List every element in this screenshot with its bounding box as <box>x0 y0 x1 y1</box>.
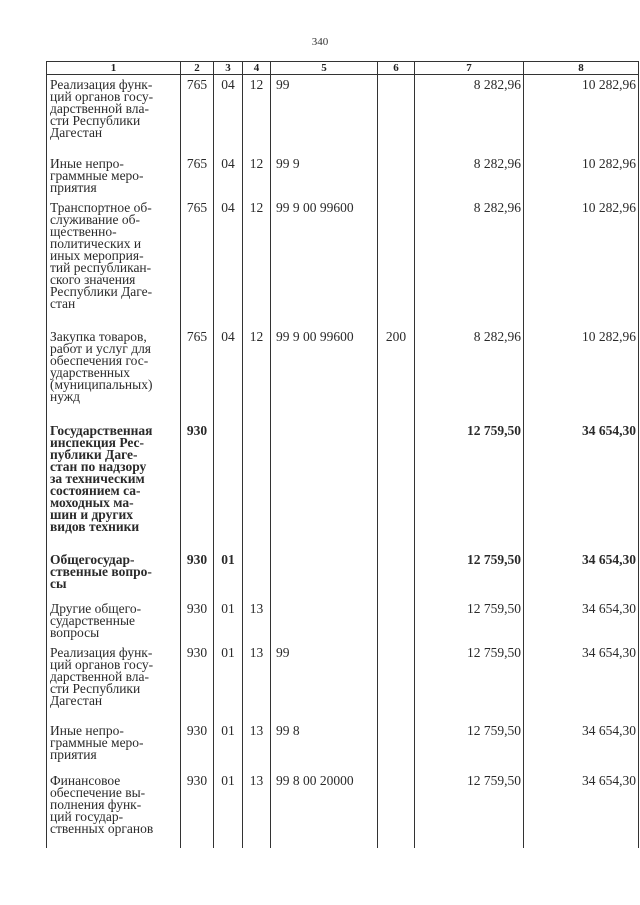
row-name-line: состоянием са- <box>50 482 141 498</box>
section-code-cell: 930 <box>181 721 214 771</box>
row-name-cell <box>47 327 181 421</box>
subsection-code-cell: 01 <box>214 599 243 643</box>
subsection2-code-cell: 13 <box>243 599 271 643</box>
row-name-line: стан по надзору <box>50 458 147 474</box>
row-name-line: публики Даге- <box>50 446 138 462</box>
row-name-line: политических и <box>50 235 142 251</box>
column-header-2: 2 <box>181 62 214 75</box>
amount-1-cell: 12 759,50 <box>415 599 524 643</box>
expense-type-cell <box>378 154 415 198</box>
row-name-line: ций органов госу- <box>50 89 154 104</box>
amount-1-cell: 12 759,50 <box>415 721 524 771</box>
subsection-code-cell: 01 <box>214 771 243 848</box>
section-code-cell: 765 <box>181 75 214 154</box>
subsection-code-cell: 01 <box>214 721 243 771</box>
subsection2-code-cell <box>243 421 271 550</box>
section-code-cell: 765 <box>181 327 214 421</box>
row-name-line: сударственные <box>50 612 136 628</box>
table-row <box>47 198 639 327</box>
amount-1-cell: 12 759,50 <box>415 421 524 550</box>
column-header-7: 7 <box>415 62 524 75</box>
amount-1-cell: 8 282,96 <box>415 327 524 421</box>
column-header-6: 6 <box>378 62 415 75</box>
table-row <box>47 327 639 421</box>
amount-2-cell: 10 282,96 <box>524 327 639 421</box>
section-code-cell: 930 <box>181 421 214 550</box>
row-name-line: шин и других <box>50 506 134 522</box>
row-name-line: ственные вопро- <box>50 563 152 579</box>
amount-1-cell: 8 282,96 <box>415 75 524 154</box>
table-row <box>47 75 639 154</box>
target-code-cell <box>271 550 378 599</box>
section-code-cell: 930 <box>181 550 214 599</box>
expense-type-cell <box>378 75 415 154</box>
row-name-line: обеспечение вы- <box>50 784 146 800</box>
table-row <box>47 599 639 643</box>
row-name-line: Иные непро- <box>50 722 124 738</box>
table-row <box>47 721 639 771</box>
row-name-line: Дагестан <box>50 125 103 140</box>
row-name-line: Финансовое <box>50 772 121 788</box>
row-name-cell <box>47 643 181 721</box>
target-code-cell: 99 8 <box>271 721 378 771</box>
table-row <box>47 421 639 550</box>
row-name-cell <box>47 198 181 327</box>
row-name-line: (муниципальных) <box>50 376 153 392</box>
subsection-code-cell: 04 <box>214 198 243 327</box>
table-row <box>47 771 639 848</box>
row-name-line: обеспечения гос- <box>50 352 149 368</box>
subsection2-code-cell: 12 <box>243 75 271 154</box>
row-name-line: приятия <box>50 179 97 195</box>
subsection-code-cell: 01 <box>214 550 243 599</box>
row-name-line: граммные меро- <box>50 734 144 750</box>
target-code-cell: 99 9 00 99600 <box>271 327 378 421</box>
row-name-line: дарственной вла- <box>50 668 150 684</box>
row-name-line: нужд <box>50 388 80 404</box>
row-name-line: ударственных <box>50 364 130 380</box>
row-name-line: сы <box>50 575 67 591</box>
row-name-cell <box>47 771 181 848</box>
subsection2-code-cell: 13 <box>243 771 271 848</box>
subsection-code-cell: 04 <box>214 154 243 198</box>
row-name-line: ственных органов <box>50 820 154 836</box>
amount-1-cell: 12 759,50 <box>415 771 524 848</box>
table-row <box>47 154 639 198</box>
subsection-code-cell: 04 <box>214 327 243 421</box>
section-code-cell: 930 <box>181 771 214 848</box>
row-name-line: граммные меро- <box>50 167 144 183</box>
row-name-line: Государственная <box>50 422 153 438</box>
target-code-cell: 99 <box>271 75 378 154</box>
subsection-code-cell: 01 <box>214 643 243 721</box>
row-name-line: моходных ма- <box>50 494 134 510</box>
expense-type-cell: 200 <box>378 327 415 421</box>
row-name-line: полнения функ- <box>50 796 142 812</box>
section-code-cell: 930 <box>181 643 214 721</box>
column-header-3: 3 <box>214 62 243 75</box>
amount-2-cell: 34 654,30 <box>524 550 639 599</box>
row-name-line: приятия <box>50 746 97 762</box>
subsection-code-cell: 04 <box>214 75 243 154</box>
table-row <box>47 550 639 599</box>
amount-1-cell: 8 282,96 <box>415 198 524 327</box>
target-code-cell <box>271 599 378 643</box>
row-name-line: ций органов госу- <box>50 656 154 672</box>
amount-1-cell: 12 759,50 <box>415 643 524 721</box>
expense-type-cell <box>378 643 415 721</box>
row-name-cell <box>47 599 181 643</box>
row-name-line: вопросы <box>50 624 100 640</box>
subsection-code-cell <box>214 421 243 550</box>
amount-1-cell: 8 282,96 <box>415 154 524 198</box>
row-name-line: Республики Даге- <box>50 283 153 299</box>
subsection2-code-cell <box>243 550 271 599</box>
target-code-cell: 99 9 <box>271 154 378 198</box>
row-name-line: Другие общего- <box>50 600 142 616</box>
table-row <box>47 643 639 721</box>
expense-type-cell <box>378 550 415 599</box>
amount-1-cell: 12 759,50 <box>415 550 524 599</box>
subsection2-code-cell: 12 <box>243 327 271 421</box>
amount-2-cell: 34 654,30 <box>524 643 639 721</box>
row-name-line: сти Республики <box>50 680 141 696</box>
subsection2-code-cell: 13 <box>243 643 271 721</box>
row-name-line: ций государ- <box>50 808 124 824</box>
row-name-line: Реализация функ- <box>50 77 153 92</box>
subsection2-code-cell: 12 <box>243 154 271 198</box>
amount-2-cell: 10 282,96 <box>524 75 639 154</box>
target-code-cell: 99 8 00 20000 <box>271 771 378 848</box>
row-name-line: сти Республики <box>50 113 141 128</box>
amount-2-cell: 10 282,96 <box>524 198 639 327</box>
subsection2-code-cell: 12 <box>243 198 271 327</box>
target-code-cell: 99 <box>271 643 378 721</box>
row-name-line: видов техники <box>50 518 140 534</box>
amount-2-cell: 34 654,30 <box>524 721 639 771</box>
amount-2-cell: 34 654,30 <box>524 771 639 848</box>
expense-type-cell <box>378 771 415 848</box>
amount-2-cell: 34 654,30 <box>524 599 639 643</box>
row-name-line: Общегосудар- <box>50 551 135 567</box>
row-name-line: стан <box>50 295 76 311</box>
section-code-cell: 765 <box>181 198 214 327</box>
subsection2-code-cell: 13 <box>243 721 271 771</box>
column-header-5: 5 <box>271 62 378 75</box>
budget-table <box>46 61 639 848</box>
row-name-line: служивание об- <box>50 211 140 227</box>
expense-type-cell <box>378 599 415 643</box>
amount-2-cell: 10 282,96 <box>524 154 639 198</box>
header-row <box>47 62 639 75</box>
section-code-cell: 765 <box>181 154 214 198</box>
table-body <box>47 75 639 848</box>
row-name-cell <box>47 154 181 198</box>
column-header-4: 4 <box>243 62 271 75</box>
target-code-cell <box>271 421 378 550</box>
expense-type-cell <box>378 198 415 327</box>
expense-type-cell <box>378 421 415 550</box>
row-name-cell <box>47 75 181 154</box>
expense-type-cell <box>378 721 415 771</box>
row-name-line: Иные непро- <box>50 155 124 171</box>
row-name-line: за техническим <box>50 470 145 486</box>
section-code-cell: 930 <box>181 599 214 643</box>
row-name-line: дарственной вла- <box>50 101 150 116</box>
column-header-8: 8 <box>524 62 639 75</box>
row-name-line: иных мероприя- <box>50 247 144 263</box>
row-name-line: Дагестан <box>50 692 103 708</box>
row-name-line: Закупка товаров, <box>50 328 147 344</box>
column-header-1: 1 <box>47 62 181 75</box>
row-name-cell <box>47 421 181 550</box>
amount-2-cell: 34 654,30 <box>524 421 639 550</box>
row-name-line: ского значения <box>50 271 136 287</box>
row-name-line: Реализация функ- <box>50 644 153 660</box>
target-code-cell: 99 9 00 99600 <box>271 198 378 327</box>
row-name-line: тий республикан- <box>50 259 152 275</box>
page-number: 340 <box>311 36 329 48</box>
row-name-line: щественно- <box>50 223 117 239</box>
row-name-line: инспекция Рес- <box>50 434 145 450</box>
row-name-line: Транспортное об- <box>50 199 152 215</box>
row-name-line: работ и услуг для <box>50 340 152 356</box>
row-name-cell <box>47 550 181 599</box>
row-name-cell <box>47 721 181 771</box>
